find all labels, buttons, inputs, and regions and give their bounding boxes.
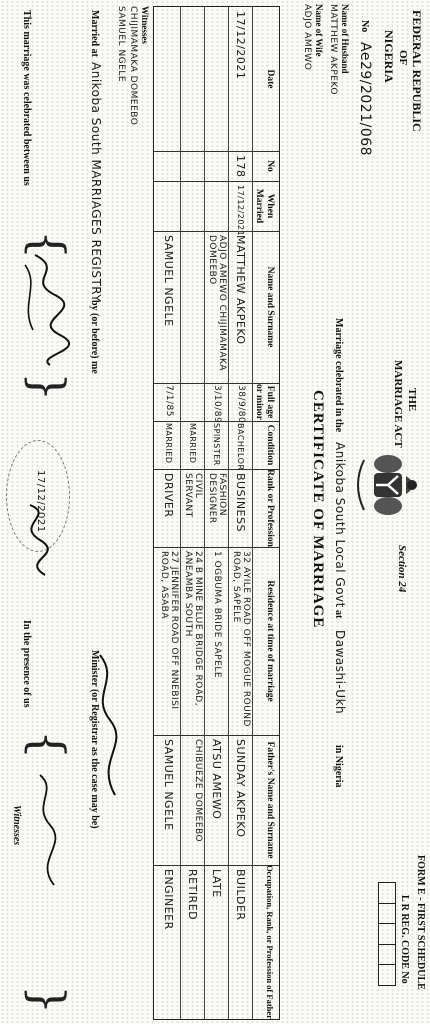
witness1-condition: MARRIED — [188, 423, 197, 464]
form-label: FORM E - FIRST SCHEDULE — [415, 855, 426, 990]
witnesses-footer-label: Witnesses — [11, 805, 22, 846]
header-name: Name and Surname — [265, 266, 275, 348]
coat-of-arms-icon — [350, 440, 424, 530]
marriage-table — [153, 6, 280, 1020]
witness1-rank: CIVIL SERVANT — [183, 473, 203, 518]
header-when: When Married — [254, 188, 275, 224]
husband-label: Name of Husband — [340, 4, 350, 74]
header-father: Father's Name and Surname — [265, 741, 275, 859]
header-condition: Condition — [265, 424, 275, 466]
witness2-residence: 27 JENNIFER ROAD OFF NNEBISI ROAD, ASABA — [159, 551, 179, 710]
wife-rank: FASHION DESIGNER — [207, 473, 227, 524]
husband-father: SUNDAY AKPEKO — [234, 739, 247, 838]
witness1-value: CHIJIMAMAKA DOMEEBO — [128, 6, 138, 126]
witness2-age: 7/1/85 — [164, 385, 174, 417]
wife-residence: 1 OGBUMA BRIDE SAPELE — [212, 551, 222, 679]
celebration-location: Dawashi-Ukh — [333, 630, 347, 715]
lr-code-label: L R REG. CODE No — [399, 895, 410, 984]
husband-value: MATTHEW AKPEKO — [328, 4, 338, 95]
husband-rank: BUSINESS — [234, 473, 247, 532]
witness2-value: SAMUEL NGELE — [116, 6, 126, 83]
republic-of: OF — [397, 50, 409, 66]
husband-occupation: BUILDER — [234, 869, 247, 921]
celebrated-between-label: This marriage was celebrated between us — [21, 10, 32, 186]
husband-age: 38/9/80 — [236, 385, 246, 424]
reg-no-value: Ae29/2021/068 — [357, 42, 373, 157]
husband-residence: 32 AYILE ROAD OFF MOGUE ROUND ROAD, SAPELE — [231, 551, 251, 727]
celebration-at: at — [333, 610, 344, 619]
witness2-father: SAMUEL NGELE — [162, 739, 175, 831]
when-value: 17/12/2021 — [236, 185, 245, 237]
witness2-occupation: ENGINEER — [162, 869, 175, 930]
certificate-title: CERTIFICATE OF MARRIAGE — [310, 390, 326, 629]
celebration-suffix: in Nigeria — [333, 745, 344, 788]
witness2-rank: DRIVER — [162, 473, 175, 518]
act-the: THE — [406, 388, 418, 412]
wife-name: ADJO AMEWO CHIJIMAMAKA DOMEEBO — [207, 235, 227, 371]
wife-label: Name of Wife — [314, 4, 324, 57]
header-no: No — [265, 160, 275, 172]
husband-name: MATTHEW AKPEKO — [234, 235, 247, 345]
celebration-place: Anikoba South Local Govt — [333, 442, 347, 608]
act-name: MARRIAGE ACT — [392, 360, 404, 448]
brace-right-1: } — [21, 372, 75, 402]
header-rank: Rank or Profession — [265, 469, 275, 547]
wife-father: ATSU AMEWO — [210, 739, 223, 820]
no-value: 178 — [234, 155, 247, 178]
married-at-label: Married at — [89, 10, 100, 57]
stamp-date: 17/12/2021 — [35, 470, 46, 533]
left-names-block — [280, 4, 350, 154]
header-occupation: Occupation, Rank, or Profession of Father — [265, 865, 275, 1019]
witness2-name: SAMUEL NGELE — [162, 235, 175, 327]
presence-label: In the presence of us — [21, 620, 32, 708]
date-value: 17/12/2021 — [234, 11, 247, 80]
brace-left-1: { — [21, 230, 75, 260]
header-date: Date — [265, 69, 275, 89]
witness1-residence: 24 B MINE BLUE BRIDGE ROAD, ANEAMBA SOUTH — [183, 551, 203, 707]
wife-value: ADJO AMEWO — [302, 4, 312, 71]
minister-signature-icon — [89, 650, 125, 800]
wife-age: 3/10/89 — [212, 385, 222, 424]
header-age: Full age or minor — [254, 384, 275, 420]
husband-condition: BACHELOR — [236, 423, 245, 471]
witness1-father: CHIBUEZE DOMEEBO — [193, 739, 203, 843]
brace-left-2: { — [21, 730, 75, 760]
wife-occupation: LATE — [210, 869, 223, 898]
header-residence: Residence at time of marriage — [265, 580, 275, 702]
section-label: Section 24 — [396, 545, 408, 593]
married-at-value: Anikoba South MARRIAGES REGISTRY — [89, 62, 103, 303]
republic-title: FEDERAL REPUBLIC — [410, 10, 424, 132]
minister-label: Minister (or Registrar as the case may be) — [89, 650, 100, 829]
officiant-signature-icon — [10, 500, 60, 580]
witness2-condition: MARRIED — [164, 423, 173, 464]
couple-signature-icon — [15, 250, 75, 370]
by-me-label: by (or before) me — [89, 300, 100, 374]
brace-right-2: } — [21, 985, 75, 1015]
celebration-prefix: Marriage celebrated in the — [333, 318, 344, 433]
republic-country: NIGERIA — [382, 30, 396, 83]
witnesses-label: Witnesses — [140, 6, 150, 44]
witness-signature-icon — [28, 770, 62, 890]
lr-code-boxes — [378, 882, 396, 986]
wife-condition: SPINSTER — [212, 423, 221, 466]
witness1-occupation: RETIRED — [186, 869, 199, 921]
reg-no-label: No — [359, 20, 370, 33]
